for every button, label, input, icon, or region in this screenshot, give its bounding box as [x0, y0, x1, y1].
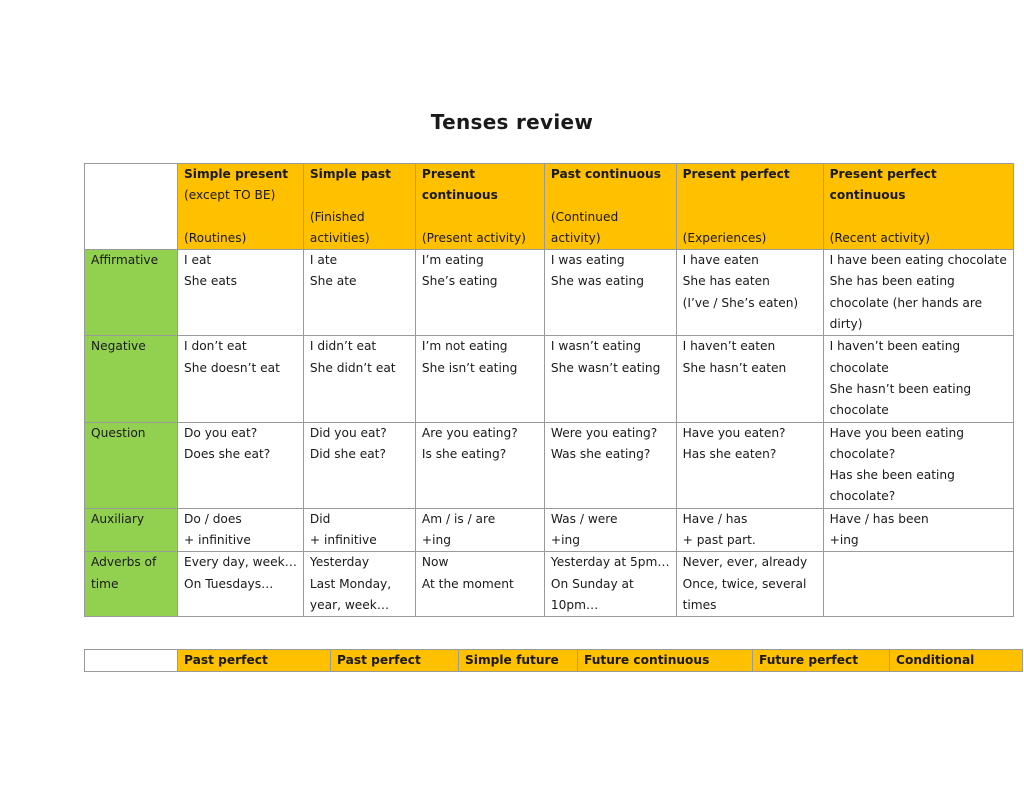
column-header — [676, 164, 823, 250]
cell-text: She was eating — [550, 274, 644, 289]
column-header — [823, 164, 1013, 250]
cell-text: Did — [309, 511, 331, 526]
cell-text: I don’t eat — [184, 339, 247, 354]
row-label — [85, 336, 178, 422]
column-header-note — [683, 185, 817, 206]
row-label-text: Question — [91, 425, 146, 440]
cell-text: She wasn’t eating — [550, 360, 661, 375]
column-header-note: (Recent activity) — [829, 230, 931, 245]
table-cell — [823, 250, 1013, 336]
cell-text: I haven’t eaten — [682, 339, 776, 354]
table-cell — [303, 250, 415, 336]
cell-text: I eat — [184, 253, 212, 268]
cell-text: 10pm… — [550, 597, 599, 612]
cell-text: She doesn’t eat — [184, 360, 280, 375]
cell-text: Once, twice, several — [682, 576, 807, 591]
table-row — [85, 250, 1014, 336]
cell-text: +ing — [829, 533, 859, 548]
cell-text: Every day, week… — [184, 555, 297, 570]
table-cell — [415, 552, 544, 617]
table-cell — [544, 336, 676, 422]
cell-text: At the moment — [421, 576, 514, 591]
cell-text: +ing — [421, 533, 451, 548]
cell-text: Do / does — [184, 511, 242, 526]
cell-text: I have eaten — [682, 253, 759, 268]
cell-text: Does she eat? — [184, 446, 271, 461]
cell-text: On Sunday at — [550, 576, 634, 591]
cell-text: Did she eat? — [309, 446, 386, 461]
column-header-note: (Finished — [309, 209, 365, 224]
cell-text: Am / is / are — [421, 511, 496, 526]
table-cell — [823, 336, 1013, 422]
cell-text: I ate — [309, 253, 338, 268]
row-label — [85, 508, 178, 552]
row-label-text: Affirmative — [91, 253, 159, 268]
table-row — [85, 422, 1014, 508]
cell-text: She hasn’t been eating — [829, 381, 972, 396]
column-header-note: (Present activity) — [421, 230, 526, 245]
future-column-header: Future continuous — [578, 650, 753, 672]
column-header-title: Present perfect — [829, 167, 937, 181]
cell-text: Yesterday — [309, 555, 370, 570]
cell-text: I have been eating chocolate — [829, 253, 1007, 268]
cell-text: Last Monday, — [309, 576, 392, 591]
cell-text: I was eating — [550, 253, 625, 268]
cell-text: She has eaten — [682, 274, 770, 289]
cell-text: On Tuesdays… — [184, 576, 274, 591]
cell-text: She has been eating — [829, 274, 955, 289]
cell-text: + past part. — [682, 533, 756, 548]
cell-text: She eats — [184, 274, 237, 289]
column-header-title: Simple past — [309, 167, 391, 181]
cell-text: Has she eaten? — [682, 446, 777, 461]
table-cell — [676, 250, 823, 336]
table-cell — [178, 422, 304, 508]
corner-cell — [85, 650, 178, 672]
column-header-title: Past continuous — [550, 167, 661, 181]
column-header-title: continuous — [421, 188, 498, 203]
cell-text: Has she been eating — [829, 468, 955, 483]
cell-text: dirty) — [829, 317, 863, 332]
table-cell — [544, 552, 676, 617]
cell-text: chocolate? — [829, 446, 896, 461]
cell-text: She ate — [309, 274, 357, 289]
table-cell — [544, 508, 676, 552]
cell-text: Is she eating? — [421, 446, 507, 461]
table-cell — [544, 422, 676, 508]
cell-text: Do you eat? — [184, 425, 258, 440]
column-header-note — [551, 185, 670, 206]
table-cell — [823, 552, 1013, 617]
cell-text: Have you eaten? — [682, 425, 786, 440]
row-label-text: Adverbs of — [91, 555, 157, 570]
cell-text: Did you eat? — [309, 425, 387, 440]
column-header-note — [184, 207, 297, 228]
cell-text: year, week… — [309, 597, 390, 612]
cell-text: She isn’t eating — [421, 360, 518, 375]
column-header-note: (except TO BE) — [184, 188, 276, 203]
table-cell — [303, 508, 415, 552]
cell-text: chocolate (her hands are — [829, 295, 983, 310]
table-cell — [178, 250, 304, 336]
row-label — [85, 552, 178, 617]
cell-text: I wasn’t eating — [550, 339, 641, 354]
table-cell — [676, 552, 823, 617]
row-label-text: Negative — [91, 339, 146, 354]
cell-text: I’m not eating — [421, 339, 508, 354]
column-header-title: Simple present — [184, 167, 289, 181]
cell-text: I didn’t eat — [309, 339, 377, 354]
table-cell — [303, 336, 415, 422]
cell-text: Never, ever, already — [682, 555, 808, 570]
table-cell — [415, 422, 544, 508]
future-tenses-table — [84, 649, 1023, 672]
column-header-note: activities) — [309, 230, 370, 245]
tenses-table — [84, 163, 1014, 617]
cell-text: She’s eating — [421, 274, 498, 289]
table-cell — [415, 336, 544, 422]
cell-text: Have you been eating — [829, 425, 965, 440]
table-cell — [415, 250, 544, 336]
table-cell — [676, 336, 823, 422]
cell-text: chocolate? — [829, 489, 896, 504]
cell-text: (I’ve / She’s eaten) — [682, 295, 799, 310]
table-cell — [823, 422, 1013, 508]
column-header-title: Present perfect — [682, 167, 790, 181]
page-title: Tenses review — [430, 110, 594, 134]
cell-text: Yesterday at 5pm… — [550, 555, 670, 570]
future-column-header: Conditional — [890, 650, 1023, 672]
future-column-header: Future perfect — [753, 650, 890, 672]
table-row — [85, 508, 1014, 552]
cell-text: +ing — [550, 533, 580, 548]
cell-text: I’m eating — [421, 253, 484, 268]
table-cell — [415, 508, 544, 552]
cell-text: I haven’t been eating — [829, 339, 961, 354]
cell-text: Have / has — [682, 511, 748, 526]
table-cell — [178, 336, 304, 422]
cell-text: Was she eating? — [550, 446, 651, 461]
column-header-note: activity) — [550, 230, 601, 245]
column-header — [544, 164, 676, 250]
cell-text: + infinitive — [309, 533, 377, 548]
column-header-note — [422, 207, 538, 228]
cell-text: She hasn’t eaten — [682, 360, 787, 375]
cell-text: Are you eating? — [421, 425, 518, 440]
cell-text: She didn’t eat — [309, 360, 396, 375]
corner-cell — [85, 164, 178, 250]
cell-text: chocolate — [829, 360, 889, 375]
table-cell — [544, 250, 676, 336]
column-header — [178, 164, 304, 250]
cell-text: + infinitive — [184, 533, 251, 548]
table-row — [85, 552, 1014, 617]
cell-text: chocolate — [829, 403, 889, 418]
table-cell — [178, 508, 304, 552]
cell-text: Were you eating? — [550, 425, 658, 440]
column-header-note — [830, 207, 1007, 228]
cell-text: Was / were — [550, 511, 618, 526]
table-cell — [303, 422, 415, 508]
table-cell — [303, 552, 415, 617]
table-cell — [823, 508, 1013, 552]
table-cell — [676, 422, 823, 508]
table-cell — [676, 508, 823, 552]
row-label — [85, 250, 178, 336]
cell-text: times — [682, 597, 717, 612]
column-header-title: continuous — [829, 188, 906, 203]
header-row — [85, 164, 1014, 250]
cell-text: Now — [421, 555, 449, 570]
cell-text: Have / has been — [829, 511, 929, 526]
column-header — [415, 164, 544, 250]
column-header-note: (Continued — [550, 209, 619, 224]
table-cell — [178, 552, 304, 617]
future-column-header: Simple future — [459, 650, 578, 672]
column-header-note — [683, 207, 817, 228]
future-header-row — [85, 650, 1023, 672]
column-header-note: (Routines) — [184, 230, 247, 245]
column-header-title: Present — [421, 167, 476, 181]
column-header — [303, 164, 415, 250]
future-column-header: Past perfect — [178, 650, 331, 672]
row-label — [85, 422, 178, 508]
future-column-header: Past perfect — [331, 650, 459, 672]
table-row — [85, 336, 1014, 422]
row-label-text: time — [91, 576, 119, 591]
column-header-note — [310, 185, 409, 206]
row-label-text: Auxiliary — [91, 511, 145, 526]
column-header-note: (Experiences) — [682, 230, 767, 245]
